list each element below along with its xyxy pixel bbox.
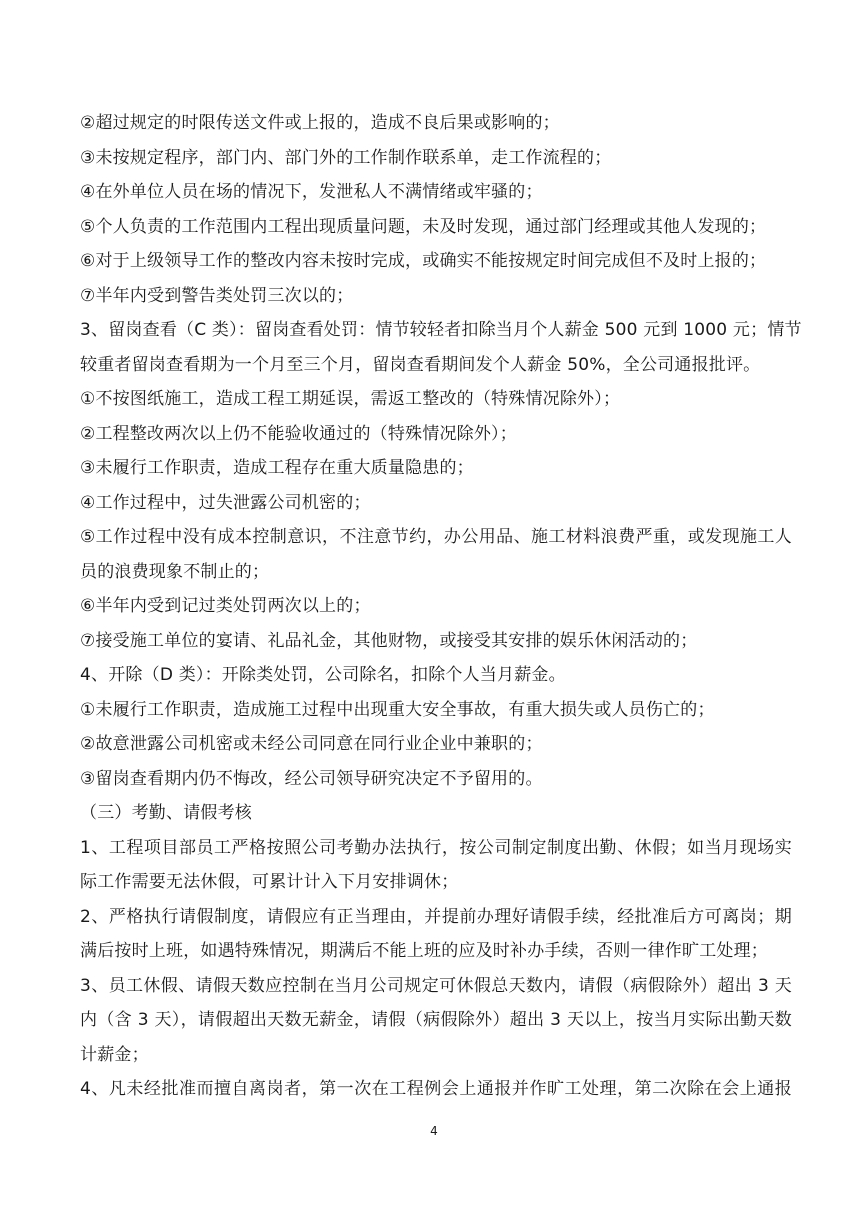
text-line: ④在外单位人员在场的情况下，发泄私人不满情绪或牢骚的； <box>80 182 543 202</box>
text-line: 员的浪费现象不制止的； <box>80 561 270 582</box>
text-line: ⑤工作过程中没有成本控制意识，不注意节约，办公用品、施工材料浪费严重，或发现施工人 <box>80 527 792 547</box>
text-line: 计薪金； <box>80 1044 149 1065</box>
page-number: 4 <box>430 1124 438 1138</box>
document-body <box>80 106 802 1107</box>
text-line: 4、开除（D 类）：开除类处罚，公司除名，扣除个人当月薪金。 <box>80 665 566 685</box>
text-line: 3、员工休假、请假天数应控制在当月公司规定可休假总天数内，请假（病假除外）超出 3 天 <box>80 975 792 996</box>
text-line: 际工作需要无法休假，可累计计入下月安排调休； <box>80 872 459 892</box>
text-line: ②超过规定的时限传送文件或上报的，造成不良后果或影响的； <box>80 113 560 133</box>
text-line: ④工作过程中，过失泄露公司机密的； <box>80 492 371 513</box>
text-line: ③未按规定程序，部门内、部门外的工作制作联系单，走工作流程的； <box>80 147 612 168</box>
text-line: 满后按时上班，如遇特殊情况，期满后不能上班的应及时补办手续，否则一律作旷工处理； <box>80 941 768 961</box>
text-line: ⑥对于上级领导工作的整改内容未按时完成，或确实不能按规定时间完成但不及时上报的； <box>80 251 767 271</box>
text-line: 1、工程项目部员工严格按照公司考勤办法执行，按公司制定制度出勤、休假；如当月现场实 <box>80 837 792 858</box>
text-line: ③留岗查看期内仍不悔改，经公司领导研究决定不予留用的。 <box>80 768 543 789</box>
text-line: 内（含 3 天），请假超出天数无薪金，请假（病假除外）超出 3 天以上，按当月实际出勤天数 <box>80 1010 792 1030</box>
text-line: ⑤个人负责的工作范围内工程出现质量问题，未及时发现，通过部门经理或其他人发现的； <box>80 216 767 237</box>
text-line: ⑥半年内受到记过类处罚两次以上的； <box>80 596 371 616</box>
text-line: ①不按图纸施工，造成工程工期延误，需返工整改的（特殊情况除外）； <box>80 389 621 409</box>
section-heading: （三）考勤、请假考核 <box>80 803 252 823</box>
text-line: ①未履行工作职责，造成施工过程中出现重大安全事故，有重大损失或人员伤亡的； <box>80 699 715 720</box>
text-line: 较重者留岗查看期为一个月至三个月，留岗查看期间发个人薪金 50%，全公司通报批评。 <box>80 354 761 375</box>
text-line: 3、留岗查看（C 类）：留岗查看处罚：情节较轻者扣除当月个人薪金 500 元到 1000 元；情节 <box>80 320 802 340</box>
text-line: ②故意泄露公司机密或未经公司同意在同行业企业中兼职的； <box>80 734 543 754</box>
text-line: ②工程整改两次以上仍不能验收通过的（特殊情况除外）； <box>80 423 517 444</box>
text-line: 4、凡未经批准而擅自离岗者，第一次在工程例会上通报并作旷工处理，第二次除在会上通报 <box>80 1079 792 1099</box>
text-line: ③未履行工作职责，造成工程存在重大质量隐患的； <box>80 458 474 478</box>
text-line: 2、严格执行请假制度，请假应有正当理由，并提前办理好请假手续，经批准后方可离岗；期 <box>80 906 792 927</box>
text-line: ⑦半年内受到警告类处罚三次以的； <box>80 285 354 306</box>
text-line: ⑦接受施工单位的宴请、礼品礼金，其他财物，或接受其安排的娱乐休闲活动的； <box>80 630 698 651</box>
